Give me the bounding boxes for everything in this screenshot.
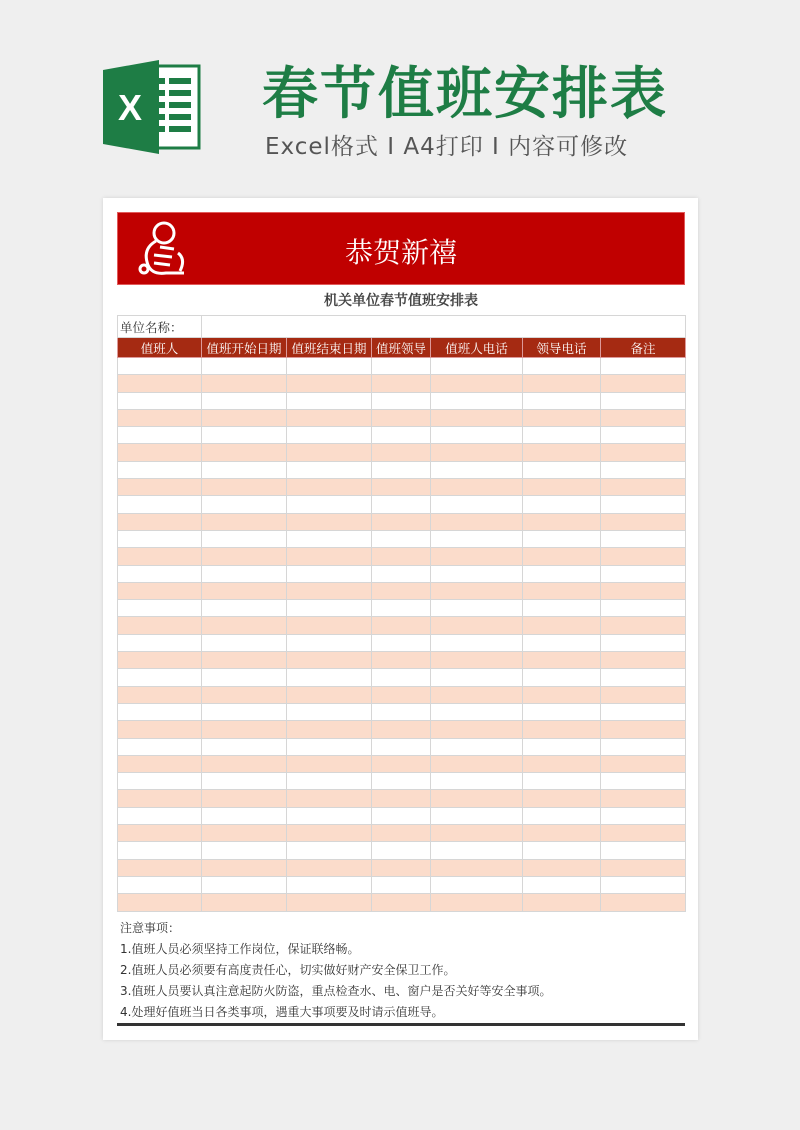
table-cell[interactable] xyxy=(372,894,431,911)
table-row xyxy=(118,790,686,807)
table-cell[interactable] xyxy=(523,842,601,859)
table-cell[interactable] xyxy=(202,461,287,478)
table-cell[interactable] xyxy=(523,894,601,911)
table-cell[interactable] xyxy=(431,444,523,461)
table-cell[interactable] xyxy=(431,652,523,669)
table-cell[interactable] xyxy=(287,427,372,444)
table-cell[interactable] xyxy=(372,427,431,444)
table-cell[interactable] xyxy=(118,807,202,824)
table-cell[interactable] xyxy=(523,496,601,513)
table-cell[interactable] xyxy=(118,634,202,651)
table-cell[interactable] xyxy=(372,721,431,738)
table-cell[interactable] xyxy=(202,427,287,444)
table-cell[interactable] xyxy=(202,738,287,755)
table-cell[interactable] xyxy=(202,582,287,599)
table-cell[interactable] xyxy=(523,738,601,755)
table-cell[interactable] xyxy=(287,652,372,669)
table-cell[interactable] xyxy=(372,548,431,565)
table-cell[interactable] xyxy=(202,686,287,703)
table-cell[interactable] xyxy=(118,565,202,582)
table-cell[interactable] xyxy=(523,392,601,409)
table-row xyxy=(118,582,686,599)
table-cell[interactable] xyxy=(601,859,686,876)
table-cell[interactable] xyxy=(523,703,601,720)
table-cell[interactable] xyxy=(118,513,202,530)
table-cell[interactable] xyxy=(372,842,431,859)
table-cell[interactable] xyxy=(287,479,372,496)
table-cell[interactable] xyxy=(523,686,601,703)
table-row xyxy=(118,773,686,790)
table-row xyxy=(118,409,686,426)
table-cell[interactable] xyxy=(431,496,523,513)
table-cell[interactable] xyxy=(118,358,202,375)
column-header: 值班人 xyxy=(118,338,202,358)
table-cell[interactable] xyxy=(287,565,372,582)
table-cell[interactable] xyxy=(118,582,202,599)
unit-name-row xyxy=(118,316,686,338)
table-cell[interactable] xyxy=(523,669,601,686)
table-cell[interactable] xyxy=(372,773,431,790)
table-cell[interactable] xyxy=(431,859,523,876)
table-row xyxy=(118,375,686,392)
table-row xyxy=(118,738,686,755)
table-cell[interactable] xyxy=(372,600,431,617)
table-cell[interactable] xyxy=(523,548,601,565)
table-cell[interactable] xyxy=(601,790,686,807)
column-header: 值班开始日期 xyxy=(202,338,287,358)
table-cell[interactable] xyxy=(118,876,202,893)
table-cell[interactable] xyxy=(372,703,431,720)
table-cell[interactable] xyxy=(118,409,202,426)
table-cell[interactable] xyxy=(523,652,601,669)
table-cell[interactable] xyxy=(372,409,431,426)
table-cell[interactable] xyxy=(431,686,523,703)
table-cell[interactable] xyxy=(202,790,287,807)
table-cell[interactable] xyxy=(118,444,202,461)
table-cell[interactable] xyxy=(523,600,601,617)
table-cell[interactable] xyxy=(601,755,686,772)
table-cell[interactable] xyxy=(202,634,287,651)
table-cell[interactable] xyxy=(523,513,601,530)
table-header-row xyxy=(118,338,686,358)
table-cell[interactable] xyxy=(118,669,202,686)
bottom-divider xyxy=(117,1023,685,1026)
table-cell[interactable] xyxy=(601,842,686,859)
table-cell[interactable] xyxy=(372,513,431,530)
table-cell[interactable] xyxy=(372,652,431,669)
table-row xyxy=(118,876,686,893)
table-row xyxy=(118,842,686,859)
table-cell[interactable] xyxy=(523,755,601,772)
table-cell[interactable] xyxy=(601,652,686,669)
table-cell[interactable] xyxy=(372,825,431,842)
table-cell[interactable] xyxy=(372,392,431,409)
table-cell[interactable] xyxy=(287,548,372,565)
table-cell[interactable] xyxy=(431,358,523,375)
table-row xyxy=(118,392,686,409)
table-cell[interactable] xyxy=(431,825,523,842)
table-cell[interactable] xyxy=(601,773,686,790)
table-cell[interactable] xyxy=(431,530,523,547)
table-cell[interactable] xyxy=(601,876,686,893)
table-cell[interactable] xyxy=(287,842,372,859)
table-cell[interactable] xyxy=(202,825,287,842)
duty-table xyxy=(117,315,686,912)
table-row xyxy=(118,600,686,617)
table-cell[interactable] xyxy=(523,773,601,790)
unit-name-label: 单位名称： xyxy=(118,316,202,338)
table-cell[interactable] xyxy=(372,807,431,824)
table-cell[interactable] xyxy=(287,617,372,634)
table-row xyxy=(118,894,686,911)
table-cell[interactable] xyxy=(287,461,372,478)
table-cell[interactable] xyxy=(118,859,202,876)
table-cell[interactable] xyxy=(601,548,686,565)
table-cell[interactable] xyxy=(202,755,287,772)
page-title: 春节值班安排表 xyxy=(262,62,668,127)
table-cell[interactable] xyxy=(523,427,601,444)
excel-logo-icon xyxy=(103,58,201,156)
table-cell[interactable] xyxy=(431,461,523,478)
table-cell[interactable] xyxy=(202,876,287,893)
table-cell[interactable] xyxy=(523,617,601,634)
table-cell[interactable] xyxy=(287,755,372,772)
column-header: 备注 xyxy=(601,338,686,358)
table-cell[interactable] xyxy=(431,842,523,859)
table-cell[interactable] xyxy=(431,409,523,426)
table-cell[interactable] xyxy=(523,634,601,651)
table-row xyxy=(118,617,686,634)
table-cell[interactable] xyxy=(523,876,601,893)
table-cell[interactable] xyxy=(287,703,372,720)
column-header: 值班人电话 xyxy=(431,338,523,358)
unit-name-cell[interactable] xyxy=(202,316,686,338)
table-cell[interactable] xyxy=(431,600,523,617)
table-cell[interactable] xyxy=(118,790,202,807)
table-cell[interactable] xyxy=(202,392,287,409)
table-cell[interactable] xyxy=(431,876,523,893)
table-cell[interactable] xyxy=(523,565,601,582)
table-cell[interactable] xyxy=(601,703,686,720)
table-cell[interactable] xyxy=(118,755,202,772)
table-cell[interactable] xyxy=(431,617,523,634)
table-cell[interactable] xyxy=(287,444,372,461)
table-cell[interactable] xyxy=(202,444,287,461)
table-cell[interactable] xyxy=(372,859,431,876)
table-row xyxy=(118,859,686,876)
table-cell[interactable] xyxy=(287,375,372,392)
table-cell[interactable] xyxy=(431,773,523,790)
table-cell[interactable] xyxy=(601,392,686,409)
spreadsheet-page xyxy=(103,198,698,1040)
table-cell[interactable] xyxy=(202,652,287,669)
banner-text: 恭贺新禧 xyxy=(344,236,457,269)
table-cell[interactable] xyxy=(118,461,202,478)
table-cell[interactable] xyxy=(287,790,372,807)
table-cell[interactable] xyxy=(287,530,372,547)
table-cell[interactable] xyxy=(118,496,202,513)
table-cell[interactable] xyxy=(287,634,372,651)
table-cell[interactable] xyxy=(202,548,287,565)
table-row xyxy=(118,444,686,461)
table-cell[interactable] xyxy=(118,703,202,720)
table-cell[interactable] xyxy=(431,790,523,807)
table-cell[interactable] xyxy=(202,721,287,738)
table-row xyxy=(118,565,686,582)
column-header: 领导电话 xyxy=(523,338,601,358)
table-cell[interactable] xyxy=(601,894,686,911)
table-cell[interactable] xyxy=(431,721,523,738)
table-cell[interactable] xyxy=(431,894,523,911)
table-cell[interactable] xyxy=(601,669,686,686)
table-cell[interactable] xyxy=(601,686,686,703)
table-cell[interactable] xyxy=(202,894,287,911)
table-cell[interactable] xyxy=(372,530,431,547)
table-cell[interactable] xyxy=(431,513,523,530)
table-cell[interactable] xyxy=(431,669,523,686)
table-cell[interactable] xyxy=(118,530,202,547)
table-cell[interactable] xyxy=(431,807,523,824)
table-cell[interactable] xyxy=(118,392,202,409)
table-cell[interactable] xyxy=(431,634,523,651)
table-cell[interactable] xyxy=(601,427,686,444)
table-cell[interactable] xyxy=(287,721,372,738)
table-cell[interactable] xyxy=(118,721,202,738)
sheet-title: 机关单位春节值班安排表 xyxy=(324,293,478,309)
table-cell[interactable] xyxy=(287,409,372,426)
table-cell[interactable] xyxy=(118,427,202,444)
table-cell[interactable] xyxy=(601,375,686,392)
table-cell[interactable] xyxy=(601,565,686,582)
note-item: 4.处理好值班当日各类事项，遇重大事项要及时请示值班导。 xyxy=(120,1005,444,1019)
table-cell[interactable] xyxy=(523,790,601,807)
table-cell[interactable] xyxy=(287,894,372,911)
table-cell[interactable] xyxy=(431,755,523,772)
table-cell[interactable] xyxy=(601,634,686,651)
table-row xyxy=(118,358,686,375)
page-subtitle: Excel格式 I A4打印 I 内容可修改 xyxy=(265,134,629,160)
table-cell[interactable] xyxy=(287,773,372,790)
table-cell[interactable] xyxy=(118,548,202,565)
table-cell[interactable] xyxy=(287,686,372,703)
table-cell[interactable] xyxy=(431,479,523,496)
table-cell[interactable] xyxy=(202,513,287,530)
table-cell[interactable] xyxy=(601,513,686,530)
table-cell[interactable] xyxy=(202,530,287,547)
table-cell[interactable] xyxy=(523,859,601,876)
table-cell[interactable] xyxy=(601,444,686,461)
table-cell[interactable] xyxy=(287,807,372,824)
table-cell[interactable] xyxy=(431,375,523,392)
table-cell[interactable] xyxy=(118,617,202,634)
table-row xyxy=(118,703,686,720)
table-cell[interactable] xyxy=(372,669,431,686)
table-cell[interactable] xyxy=(372,479,431,496)
table-row xyxy=(118,721,686,738)
table-cell[interactable] xyxy=(523,358,601,375)
table-cell[interactable] xyxy=(287,600,372,617)
table-cell[interactable] xyxy=(287,859,372,876)
table-cell[interactable] xyxy=(372,375,431,392)
table-cell[interactable] xyxy=(118,842,202,859)
table-cell[interactable] xyxy=(601,358,686,375)
table-cell[interactable] xyxy=(118,479,202,496)
table-cell[interactable] xyxy=(431,548,523,565)
table-cell[interactable] xyxy=(523,409,601,426)
table-cell[interactable] xyxy=(202,409,287,426)
table-cell[interactable] xyxy=(601,582,686,599)
table-cell[interactable] xyxy=(202,565,287,582)
table-cell[interactable] xyxy=(372,634,431,651)
table-cell[interactable] xyxy=(287,738,372,755)
table-cell[interactable] xyxy=(372,444,431,461)
table-cell[interactable] xyxy=(431,565,523,582)
table-row xyxy=(118,479,686,496)
table-cell[interactable] xyxy=(202,807,287,824)
table-cell[interactable] xyxy=(118,686,202,703)
table-cell[interactable] xyxy=(372,582,431,599)
table-row xyxy=(118,825,686,842)
table-cell[interactable] xyxy=(287,825,372,842)
table-cell[interactable] xyxy=(372,755,431,772)
table-cell[interactable] xyxy=(372,876,431,893)
table-cell[interactable] xyxy=(601,530,686,547)
table-cell[interactable] xyxy=(431,738,523,755)
table-cell[interactable] xyxy=(601,721,686,738)
table-cell[interactable] xyxy=(372,617,431,634)
table-cell[interactable] xyxy=(372,790,431,807)
table-cell[interactable] xyxy=(287,876,372,893)
table-cell[interactable] xyxy=(118,375,202,392)
table-row xyxy=(118,686,686,703)
table-cell[interactable] xyxy=(523,479,601,496)
table-cell[interactable] xyxy=(287,392,372,409)
table-cell[interactable] xyxy=(431,703,523,720)
table-row xyxy=(118,652,686,669)
table-cell[interactable] xyxy=(202,842,287,859)
note-item: 2.值班人员必须要有高度责任心，切实做好财产安全保卫工作。 xyxy=(120,963,456,977)
table-cell[interactable] xyxy=(523,375,601,392)
table-cell[interactable] xyxy=(523,721,601,738)
table-cell[interactable] xyxy=(431,582,523,599)
notes-heading: 注意事项： xyxy=(120,921,181,935)
table-cell[interactable] xyxy=(287,582,372,599)
table-cell[interactable] xyxy=(287,669,372,686)
table-cell[interactable] xyxy=(202,773,287,790)
table-cell[interactable] xyxy=(601,825,686,842)
table-cell[interactable] xyxy=(287,513,372,530)
table-cell[interactable] xyxy=(523,461,601,478)
column-header: 值班领导 xyxy=(372,338,431,358)
table-row xyxy=(118,427,686,444)
table-cell[interactable] xyxy=(372,461,431,478)
table-row xyxy=(118,634,686,651)
table-row xyxy=(118,755,686,772)
column-header: 值班结束日期 xyxy=(287,338,372,358)
table-cell[interactable] xyxy=(202,375,287,392)
table-cell[interactable] xyxy=(523,444,601,461)
table-cell[interactable] xyxy=(523,530,601,547)
table-row xyxy=(118,548,686,565)
table-row xyxy=(118,807,686,824)
table-row xyxy=(118,530,686,547)
table-cell[interactable] xyxy=(601,479,686,496)
table-cell[interactable] xyxy=(202,600,287,617)
note-item: 3.值班人员要认真注意起防火防盗，重点检查水、电、窗户是否关好等安全事项。 xyxy=(120,984,552,998)
table-cell[interactable] xyxy=(118,825,202,842)
greeting-banner xyxy=(117,212,685,285)
table-cell[interactable] xyxy=(202,617,287,634)
table-cell[interactable] xyxy=(372,565,431,582)
table-cell[interactable] xyxy=(202,703,287,720)
table-row xyxy=(118,669,686,686)
table-cell[interactable] xyxy=(202,496,287,513)
table-cell[interactable] xyxy=(523,582,601,599)
table-cell[interactable] xyxy=(601,409,686,426)
table-cell[interactable] xyxy=(372,738,431,755)
table-cell[interactable] xyxy=(601,738,686,755)
table-cell[interactable] xyxy=(601,807,686,824)
table-cell[interactable] xyxy=(287,358,372,375)
table-cell[interactable] xyxy=(431,392,523,409)
table-cell[interactable] xyxy=(372,686,431,703)
table-cell[interactable] xyxy=(118,600,202,617)
svg-text:X: X xyxy=(117,87,143,128)
table-cell[interactable] xyxy=(601,617,686,634)
table-cell[interactable] xyxy=(601,600,686,617)
table-cell[interactable] xyxy=(202,669,287,686)
table-cell[interactable] xyxy=(118,738,202,755)
note-item: 1.值班人员必须坚持工作岗位，保证联络畅。 xyxy=(120,942,360,956)
table-cell[interactable] xyxy=(523,807,601,824)
table-cell[interactable] xyxy=(601,461,686,478)
table-cell[interactable] xyxy=(523,825,601,842)
table-row xyxy=(118,513,686,530)
table-row xyxy=(118,461,686,478)
table-cell[interactable] xyxy=(118,894,202,911)
notes xyxy=(120,918,551,1023)
table-cell[interactable] xyxy=(118,652,202,669)
table-cell[interactable] xyxy=(372,358,431,375)
table-cell[interactable] xyxy=(372,496,431,513)
table-cell[interactable] xyxy=(202,859,287,876)
table-cell[interactable] xyxy=(287,496,372,513)
table-row xyxy=(118,496,686,513)
table-cell[interactable] xyxy=(202,358,287,375)
table-cell[interactable] xyxy=(431,427,523,444)
table-cell[interactable] xyxy=(202,479,287,496)
table-cell[interactable] xyxy=(601,496,686,513)
table-cell[interactable] xyxy=(118,773,202,790)
